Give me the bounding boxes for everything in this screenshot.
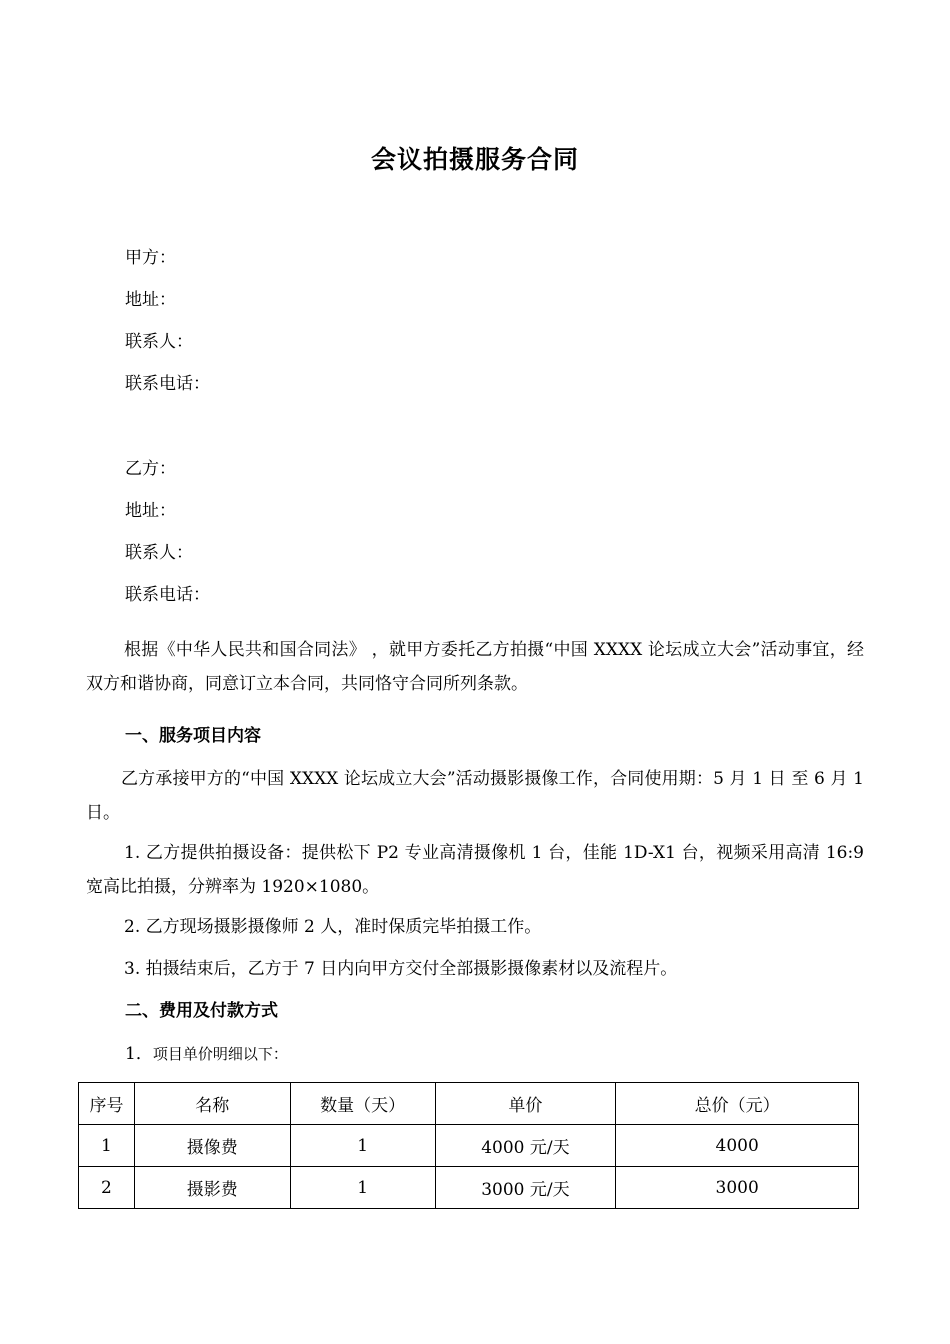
- table-header-row: [79, 1083, 859, 1125]
- section-2-item-1: [125, 1040, 288, 1068]
- section-1-heading: 一、服务项目内容: [125, 726, 261, 746]
- table-cell: 1: [290, 1125, 435, 1167]
- party-a-address-label: 地址：: [125, 290, 176, 310]
- section-1-item-2: 2. 乙方现场摄影摄像师 2 人，准时保质完毕拍摄工作。: [124, 917, 542, 937]
- table-cell: 3000 元/天: [435, 1167, 616, 1209]
- party-a-name-label: 甲方：: [125, 248, 176, 268]
- table-header-cell: 序号: [79, 1083, 135, 1125]
- section-2-heading: 二、费用及付款方式: [125, 1001, 278, 1021]
- preamble-paragraph: 根据《中华人民共和国合同法》 ，就甲方委托乙方拍摄“中国 XXXX 论坛成立大会”活动事宜，经双方和谐协商，同意订立本合同，共同恪守合同所列条款。: [86, 640, 864, 694]
- table-cell: 4000: [616, 1125, 859, 1167]
- section-1-item-1: 1. 乙方提供拍摄设备：提供松下 P2 专业高清摄像机 1 台，佳能 1D-X1 台，视频采用高清 16:9 宽高比拍摄，分辨率为 1920×1080。: [86, 843, 864, 897]
- table-header-cell: 数量（天）: [290, 1083, 435, 1125]
- party-b-contact-label: 联系人：: [125, 543, 193, 563]
- table-cell: 摄像费: [134, 1125, 290, 1167]
- party-a-phone-label: 联系电话：: [125, 374, 210, 394]
- table-cell: 1: [290, 1167, 435, 1209]
- table-header-cell: 总价（元）: [616, 1083, 859, 1125]
- table-row: [79, 1125, 859, 1167]
- table-header-cell: 名称: [134, 1083, 290, 1125]
- party-b-phone-label: 联系电话：: [125, 585, 210, 605]
- fee-table: [78, 1082, 859, 1209]
- section-1-intro: 乙方承接甲方的“中国 XXXX 论坛成立大会”活动摄影摄像工作，合同使用期：5 月 1 日 至 6 月 1 日。: [86, 769, 864, 823]
- table-cell: 2: [79, 1167, 135, 1209]
- page-title: 会议拍摄服务合同: [370, 145, 579, 174]
- table-cell: 4000 元/天: [435, 1125, 616, 1167]
- section-1-item-3: 3. 拍摄结束后，乙方于 7 日内向甲方交付全部摄影摄像素材以及流程片。: [124, 959, 678, 979]
- section-2-item-1-number: 1．: [125, 1044, 153, 1064]
- party-b-name-label: 乙方：: [125, 459, 176, 479]
- table-row: [79, 1167, 859, 1209]
- party-b-address-label: 地址：: [125, 501, 176, 521]
- party-a-contact-label: 联系人：: [125, 332, 193, 352]
- table-cell: 1: [79, 1125, 135, 1167]
- table-cell: 摄影费: [134, 1167, 290, 1209]
- table-cell: 3000: [616, 1167, 859, 1209]
- section-2-item-1-text: 项目单价明细以下：: [152, 1045, 288, 1063]
- table-header-cell: 单价: [435, 1083, 616, 1125]
